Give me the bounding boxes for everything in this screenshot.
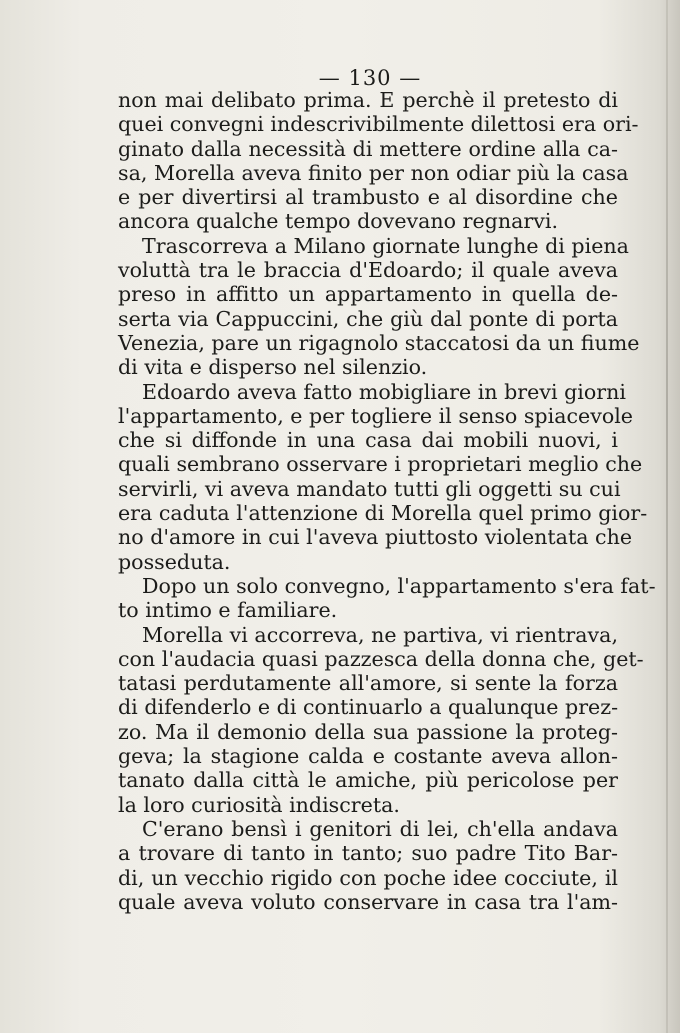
- text-line: ginato dalla necessità di mettere ordine alla ca-: [118, 136, 618, 161]
- body-text: [118, 88, 656, 914]
- text-line: di difenderlo e di continuarlo a qualunque prez-: [118, 695, 619, 720]
- text-line: tatasi perdutamente all'amore, si sente la forza: [118, 671, 618, 696]
- text-line: quei convegni indescrivibilmente dilettosi era ori-: [118, 112, 639, 137]
- text-line: servirli, vi aveva mandato tutti gli oggetti su cui: [118, 476, 621, 501]
- text-line: non mai delibato prima. E perchè il pretesto di: [118, 88, 618, 112]
- text-line: posseduta.: [118, 549, 231, 574]
- text-line: Dopo un solo convegno, l'appartamento s'era fat-: [142, 573, 656, 598]
- text-line: tanato dalla città le amiche, più pericolose per: [118, 768, 618, 793]
- text-line: C'erano bensì i genitori di lei, ch'ella andava: [142, 816, 618, 841]
- text-line: zo. Ma il demonio della sua passione la proteg-: [118, 719, 618, 744]
- text-line: sa, Morella aveva finito per non odiar più la casa: [118, 160, 629, 185]
- text-line: di vita e disperso nel silenzio.: [118, 355, 428, 380]
- page-edge-shadow: [666, 0, 668, 1033]
- text-line: e per divertirsi al trambusto e al disordine che: [118, 185, 618, 210]
- text-line: era caduta l'attenzione di Morella quel primo gior-: [118, 501, 648, 526]
- text-line: l'appartamento, e per togliere il senso spiacevole: [118, 403, 633, 428]
- text-line: di, un vecchio rigido con poche idee cocciute, il: [118, 865, 618, 890]
- text-line: con l'audacia quasi pazzesca della donna che, get-: [118, 646, 644, 671]
- text-line: Edoardo aveva fatto mobigliare in brevi giorni: [142, 379, 626, 404]
- text-line: geva; la stagione calda e costante aveva allon-: [118, 744, 618, 769]
- text-line: che si diffonde in una casa dai mobili nuovi, i: [118, 428, 618, 453]
- text-line: quali sembrano osservare i proprietari meglio che: [118, 452, 643, 477]
- text-line: voluttà tra le braccia d'Edoardo; il quale aveva: [118, 258, 618, 283]
- text-line: ancora qualche tempo dovevano regnarvi.: [118, 209, 558, 234]
- text-line: la loro curiosità indiscreta.: [118, 792, 400, 817]
- text-line: quale aveva voluto conservare in casa tra l'am-: [118, 889, 618, 914]
- text-line: a trovare di tanto in tanto; suo padre Tito Bar-: [118, 841, 618, 866]
- text-line: Venezia, pare un rigagnolo staccatosi da un fiume: [118, 330, 640, 355]
- text-line: Morella vi accorreva, ne partiva, vi rientrava,: [142, 622, 618, 647]
- text-line: Trascorreva a Milano giornate lunghe di piena: [142, 233, 629, 258]
- text-line: serta via Cappuccini, che giù dal ponte di porta: [118, 306, 618, 331]
- page-number: — 130 —: [318, 66, 422, 90]
- text-line: no d'amore in cui l'aveva piuttosto violentata che: [118, 525, 633, 550]
- text-line: preso in affitto un appartamento in quella de-: [118, 282, 618, 307]
- text-line: to intimo e familiare.: [118, 598, 338, 623]
